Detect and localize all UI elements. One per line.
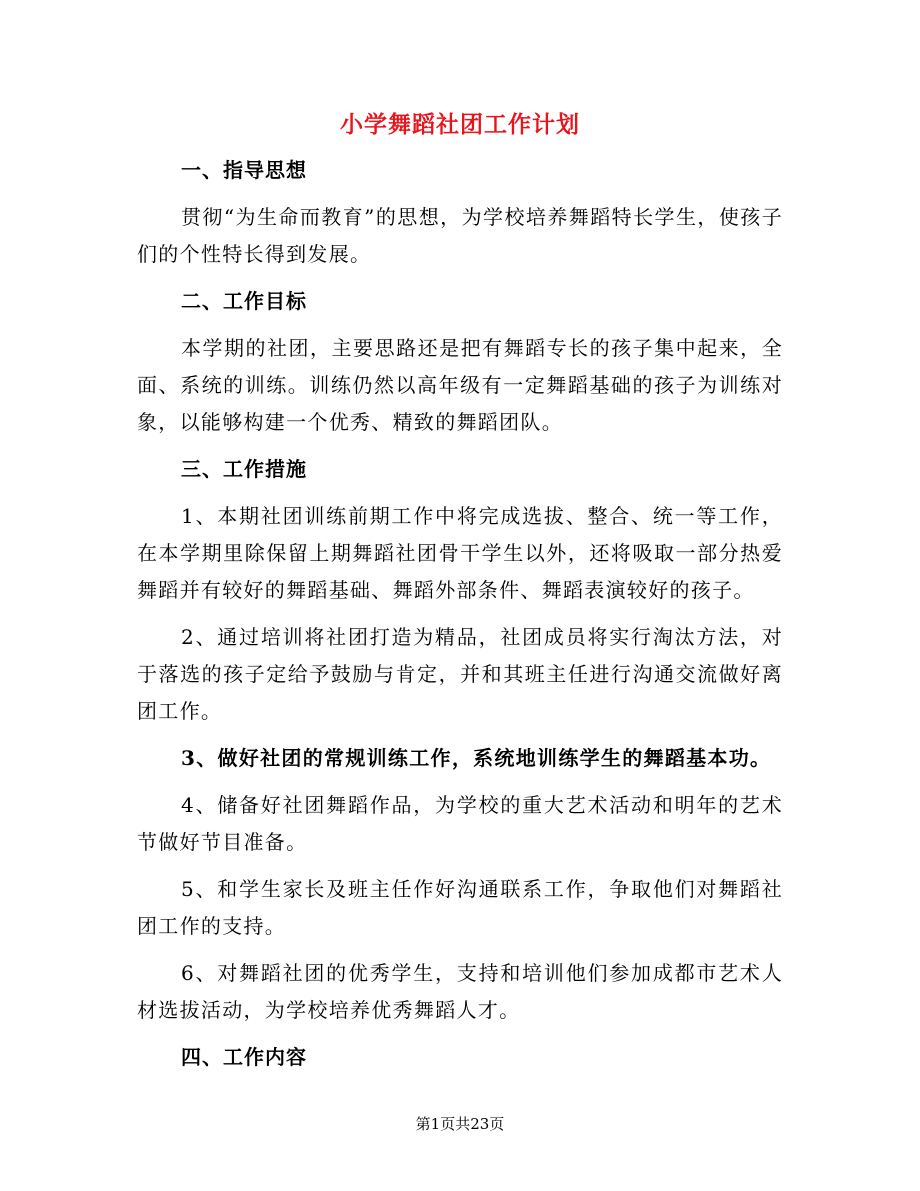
measure-item: 2、通过培训将社团打造为精品，社团成员将实行淘汰方法，对于落选的孩子定给予鼓励与肯定，并和其班主任进行沟通交流做好离团工作。 <box>137 625 783 723</box>
section-heading-work-goals: 二、工作目标 <box>181 289 307 313</box>
page-number-footer: 第1页共23页 <box>415 1115 505 1133</box>
measure-item: 4、储备好社团舞蹈作品，为学校的重大艺术活动和明年的艺术节做好节目准备。 <box>137 793 783 854</box>
measure-item: 5、和学生家长及班主任作好沟通联系工作，争取他们对舞蹈社团工作的支持。 <box>137 877 783 938</box>
measure-item: 3、做好社团的常规训练工作，系统地训练学生的舞蹈基本功。 <box>181 746 772 770</box>
section-heading-work-measures: 三、工作措施 <box>181 457 307 481</box>
paragraph: 贯彻“为生命而教育”的思想，为学校培养舞蹈特长学生，使孩子们的个性特长得到发展。 <box>137 205 783 266</box>
document-body <box>137 152 783 1086</box>
section-heading-guiding-ideology: 一、指导思想 <box>181 158 307 182</box>
measure-item: 6、对舞蹈社团的优秀学生，支持和培训他们参加成都市艺术人材选拔活动，为学校培养优秀舞蹈人才。 <box>137 961 783 1022</box>
document-title: 小学舞蹈社团工作计划 <box>340 111 580 138</box>
measure-item: 1、本期社团训练前期工作中将完成选拔、整合、统一等工作，在本学期里除保留上期舞蹈社团骨干学生以外，还将吸取一部分热爱舞蹈并有较好的舞蹈基础、舞蹈外部条件、舞蹈表演较好的孩子。 <box>137 504 783 602</box>
paragraph: 本学期的社团，主要思路还是把有舞蹈专长的孩子集中起来，全面、系统的训练。训练仍然以高年级有一定舞蹈基础的孩子为训练对象，以能够构建一个优秀、精致的舞蹈团队。 <box>137 336 783 434</box>
section-heading-work-content: 四、工作内容 <box>181 1045 307 1069</box>
